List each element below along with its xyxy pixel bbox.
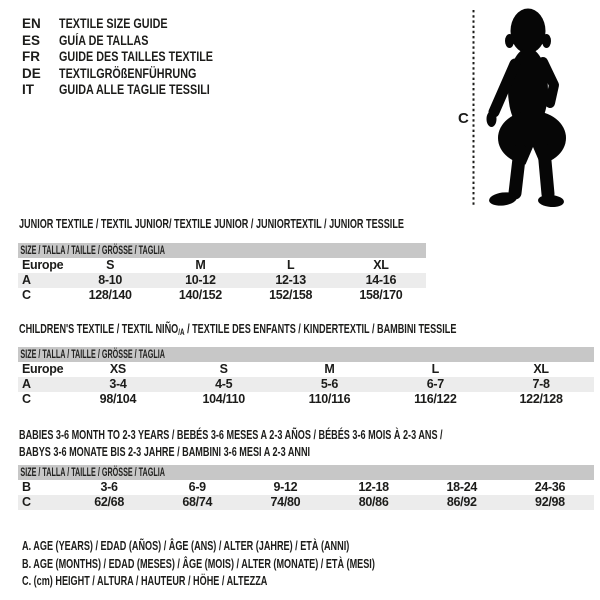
table-cell: S — [106, 258, 115, 272]
table-cell: L — [286, 258, 295, 272]
note-b — [22, 555, 526, 573]
table-cell: 12-18 — [358, 480, 389, 494]
babies-table — [18, 465, 594, 510]
junior-table — [18, 243, 426, 303]
table-cell: XL — [373, 258, 389, 272]
junior-title — [19, 215, 569, 232]
table-cell: C — [22, 392, 31, 406]
lang-title: TEXTILE SIZE GUIDE — [59, 16, 168, 31]
junior-title-text: JUNIOR TEXTILE / TEXTIL JUNIOR/ TEXTILE JUNIOR / JUNIORTEXTIL / JUNIOR TESSILE — [19, 216, 404, 231]
table-cell: 158/170 — [359, 288, 403, 302]
size-band-label: SIZE / TALLA / TAILLE / GRÖSSE / TAGLIA — [20, 465, 165, 479]
lang-title: GUÍA DE TALLAS — [59, 32, 149, 48]
baby-figure — [440, 0, 600, 215]
table-cell: 68/74 — [182, 495, 213, 509]
table-row — [18, 495, 594, 510]
table-cell: C — [22, 495, 31, 509]
language-list — [22, 16, 252, 99]
lang-row-it — [22, 82, 252, 99]
table-cell: S — [219, 362, 228, 376]
table-cell: 7-8 — [532, 377, 550, 391]
table-row — [18, 377, 594, 392]
table-cell: 122/128 — [519, 392, 563, 406]
table-cell: 6-7 — [426, 377, 444, 391]
size-band — [18, 465, 594, 480]
children-table — [18, 347, 594, 407]
table-cell: L — [431, 362, 439, 376]
table-cell: 92/98 — [535, 495, 565, 509]
table-row — [18, 392, 594, 407]
table-cell: Europe — [22, 362, 64, 376]
table-row — [18, 258, 426, 273]
table-cell: 80/86 — [358, 495, 389, 509]
table-cell: 86/92 — [446, 495, 477, 509]
table-cell: 62/68 — [94, 495, 124, 509]
table-cell: 116/122 — [414, 392, 457, 406]
table-cell: 152/158 — [269, 288, 313, 302]
table-cell: 8-10 — [98, 273, 123, 287]
lang-row-es — [22, 33, 252, 50]
table-cell: 18-24 — [446, 480, 478, 494]
babies-title-line1: BABIES 3-6 MONTH TO 2-3 YEARS / BEBÉS 3-6 MESES A 2-3 AÑOS / BÉBÉS 3-6 MOIS À 2-3 ANS / — [19, 427, 443, 442]
table-cell: XL — [533, 362, 549, 376]
children-title-post: / TEXTILE DES ENFANTS / KINDERTEXTIL / BAMBINI TESSILE — [184, 321, 457, 336]
lang-code: ES — [22, 32, 41, 48]
table-cell: 5-6 — [320, 377, 339, 391]
table-cell: 9-12 — [273, 480, 298, 494]
measure-label-c: C — [458, 110, 469, 127]
note-c-text: C. (cm) HEIGHT / ALTURA / HAUTEUR / HÖHE / ALTEZZA — [22, 573, 268, 588]
table-cell: C — [22, 288, 31, 302]
table-cell: 104/110 — [202, 392, 245, 406]
table-cell: 74/80 — [270, 495, 301, 509]
table-cell: 24-36 — [534, 480, 566, 494]
table-row — [18, 362, 594, 377]
lang-title: GUIDA ALLE TAGLIE TESSILI — [59, 82, 210, 97]
babies-title-text — [19, 426, 443, 460]
table-cell: 128/140 — [88, 288, 132, 302]
table-cell: Europe — [22, 258, 64, 272]
size-band-label: SIZE / TALLA / TAILLE / GRÖSSE / TAGLIA — [20, 347, 165, 361]
table-cell: 3-6 — [100, 480, 118, 494]
table-row — [18, 273, 426, 288]
table-cell: B — [22, 480, 31, 494]
size-band — [18, 243, 426, 258]
lang-title: GUIDE DES TAILLES TEXTILE — [59, 49, 214, 64]
note-c — [22, 572, 526, 590]
note-a-text: A. AGE (YEARS) / EDAD (AÑOS) / ÂGE (ANS) / ALTER (JAHRE) / ETÀ (ANNI) — [22, 538, 350, 553]
lang-title: TEXTILGRÖßENFÜHRUNG — [59, 65, 197, 81]
note-b-text: B. AGE (MONTHS) / EDAD (MESES) / ÂGE (MOIS) / ALTER (MONATE) / ETÀ (MESI) — [22, 555, 375, 571]
size-band-label: SIZE / TALLA / TAILLE / GRÖSSE / TAGLIA — [20, 243, 165, 257]
lang-code: EN — [22, 16, 41, 31]
lang-row-en — [22, 16, 252, 33]
table-cell: A — [22, 377, 31, 391]
lang-code: IT — [22, 82, 34, 97]
table-cell: A — [22, 273, 31, 287]
table-cell: 110/116 — [308, 392, 351, 406]
children-title-pre: CHILDREN'S TEXTILE / TEXTIL NIÑO — [19, 321, 179, 336]
note-a — [22, 537, 526, 555]
size-band — [18, 347, 594, 362]
lang-code: FR — [22, 49, 40, 64]
table-cell: 140/152 — [178, 288, 222, 302]
table-cell: 3-4 — [109, 377, 127, 391]
table-cell: 12-13 — [275, 273, 306, 287]
table-row — [18, 480, 594, 495]
table-cell: 6-9 — [188, 480, 206, 494]
lang-row-fr — [22, 49, 252, 66]
legend-notes — [22, 537, 526, 590]
table-cell: 4-5 — [215, 377, 233, 391]
baby-silhouette-icon — [487, 9, 567, 208]
table-cell: 98/104 — [99, 392, 137, 406]
table-cell: XS — [109, 362, 126, 376]
table-cell: 14-16 — [365, 273, 397, 287]
children-title — [19, 320, 600, 339]
lang-code: DE — [22, 65, 41, 81]
children-title-sub: /A — [178, 327, 185, 337]
babies-title-line2: BABYS 3-6 MONATE BIS 2-3 JAHRE / BAMBINI 3-6 MESI A 2-3 ANNI — [19, 444, 311, 459]
table-cell: 10-12 — [185, 273, 216, 287]
children-title-text — [19, 320, 456, 339]
table-cell: M — [195, 258, 206, 272]
table-cell: M — [324, 362, 335, 376]
babies-title — [19, 426, 600, 460]
lang-row-de — [22, 66, 252, 83]
table-row — [18, 288, 426, 303]
